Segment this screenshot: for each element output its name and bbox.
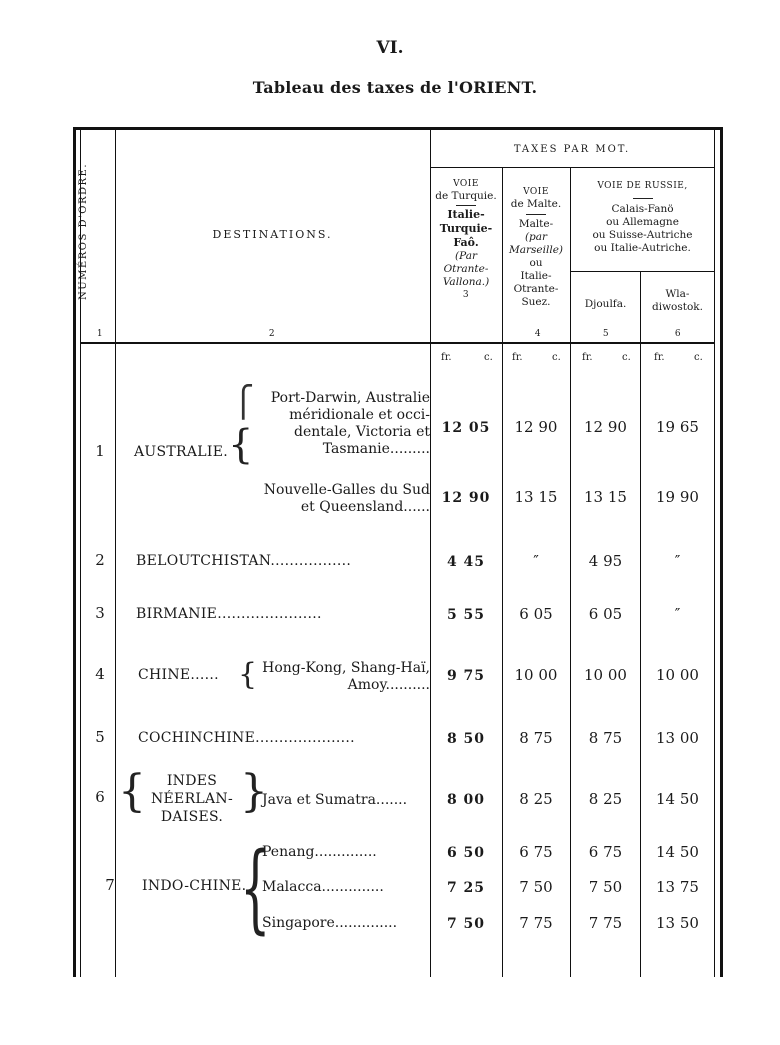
russie-voie: VOIE DE RUSSIE,: [597, 181, 688, 191]
row-number: 6: [95, 788, 105, 806]
turquie-num: 3: [462, 290, 470, 300]
destination: [136, 772, 248, 826]
header-numeros: NUMÉROS D'ORDRE.: [78, 163, 89, 300]
tax-wladiwostok: 13 50: [656, 914, 699, 932]
tax-turquie: 8 50: [446, 731, 486, 747]
header-col1-num: 1: [96, 329, 104, 339]
malte-line-7: Suez.: [521, 296, 551, 308]
unit-fr: fr.: [582, 352, 593, 363]
tax-turquie: 7 25: [446, 880, 486, 896]
tax-wladiwostok: 10 00: [656, 666, 699, 684]
tax-wladiwostok: 14 50: [656, 843, 699, 861]
tax-turquie: 9 75: [446, 668, 486, 684]
tax-malte: 10 00: [514, 666, 558, 684]
dest-line: INDES: [166, 773, 218, 789]
tax-djoulfa: 10 00: [584, 666, 627, 684]
tax-turquie: 5 55: [446, 607, 486, 623]
sub-destination: [250, 482, 430, 516]
malte-line-1: Malte-: [518, 218, 554, 230]
sub-line: Amoy..........: [347, 677, 430, 693]
unit-fr: fr.: [654, 352, 665, 363]
header-djoulfa-num: 5: [602, 329, 610, 339]
header-turquie: [432, 178, 500, 301]
turquie-bold-1: Italie-: [447, 208, 485, 221]
turquie-de: de Turquie.: [435, 190, 497, 202]
tax-djoulfa: 7 75: [588, 914, 623, 932]
tax-malte: 12 90: [514, 418, 558, 436]
turquie-bold-3: Faô.: [453, 236, 479, 249]
unit-c: c.: [484, 352, 493, 363]
header-malte-num: 4: [534, 329, 542, 339]
brace: {: [228, 422, 254, 468]
tax-wladiwostok: 19 90: [656, 488, 699, 506]
tax-turquie: 12 05: [441, 420, 491, 436]
sub-line: méridionale et occi-: [289, 407, 430, 423]
unit-c: c.: [552, 352, 561, 363]
tax-djoulfa: 8 75: [588, 729, 623, 747]
turquie-voie: VOIE: [453, 179, 479, 189]
row-number: 4: [95, 665, 105, 683]
brace: }: [240, 766, 268, 817]
unit-c: c.: [694, 352, 703, 363]
tax-malte: 6 75: [519, 843, 553, 861]
destination: BELOUTCHISTAN.................: [136, 553, 352, 569]
turquie-par-1: (Par: [455, 250, 477, 262]
tax-malte: 6 05: [519, 605, 553, 623]
russie-line-1: Calais-Fanö: [611, 203, 674, 215]
tax-turquie: 4 45: [446, 554, 486, 570]
destination: BIRMANIE......................: [136, 606, 322, 622]
header-malte: [503, 186, 569, 309]
tax-djoulfa: 13 15: [584, 488, 627, 506]
header-wladiwostok: [641, 288, 714, 314]
malte-voie: VOIE: [523, 187, 549, 197]
turquie-par-3: Vallona.): [442, 276, 490, 288]
tax-djoulfa: 4 95: [588, 552, 623, 570]
header-russie: [571, 180, 714, 255]
header-destinations: DESTINATIONS.: [212, 228, 333, 241]
tax-turquie: 6 50: [446, 845, 486, 861]
tax-djoulfa: 12 90: [584, 418, 627, 436]
row-number: 7: [105, 876, 115, 894]
russie-line-4: ou Italie-Autriche.: [594, 242, 691, 254]
tax-djoulfa: 6 05: [588, 605, 623, 623]
destination: CHINE......: [138, 667, 219, 683]
row-number: 3: [95, 604, 105, 622]
tax-turquie: 12 90: [441, 490, 491, 506]
tax-turquie: 7 50: [446, 916, 486, 932]
tax-malte: 13 15: [514, 488, 558, 506]
dest-line: DAISES.: [160, 809, 224, 825]
tax-malte: ″: [533, 552, 539, 570]
tax-djoulfa: 7 50: [588, 878, 623, 896]
header-taxes: TAXES PAR MOT.: [513, 144, 631, 155]
brace: ⎧: [232, 385, 255, 420]
malte-de: de Malte.: [510, 198, 562, 210]
sub-line: Hong-Kong, Shang-Haï,: [262, 660, 430, 676]
page-title: Tableau des taxes de l'ORIENT.: [252, 78, 538, 97]
header-wlad-num: 6: [674, 329, 682, 339]
malte-line-3: Marseille): [508, 244, 564, 256]
unit-c: c.: [622, 352, 631, 363]
sub-destination: Java et Sumatra.......: [262, 792, 408, 808]
sub-destination: [250, 390, 430, 458]
malte-line-4: ou: [529, 257, 543, 269]
sub-line: Tasmanie.........: [322, 441, 430, 457]
wlad-line-2: diwostok.: [651, 301, 704, 313]
row-number: 1: [95, 442, 105, 460]
tax-wladiwostok: 13 75: [656, 878, 699, 896]
destination: INDO-CHINE.: [142, 878, 247, 894]
sub-destination: Penang..............: [262, 844, 377, 860]
row-number: 2: [95, 551, 105, 569]
header-djoulfa: Djoulfa.: [584, 298, 627, 310]
unit-fr: fr.: [512, 352, 523, 363]
page-number: VI.: [376, 38, 404, 58]
wlad-line-1: Wla-: [665, 288, 690, 300]
turquie-bold-2: Turquie-: [439, 222, 493, 235]
tax-wladiwostok: 13 00: [656, 729, 699, 747]
destination: AUSTRALIE.: [134, 444, 228, 460]
row-number: 5: [95, 728, 105, 746]
malte-line-6: Otrante-: [513, 283, 559, 295]
tax-malte: 7 75: [519, 914, 553, 932]
sub-line: Nouvelle-Galles du Sud: [263, 482, 430, 498]
tax-wladiwostok: ″: [674, 552, 681, 570]
brace: {: [238, 657, 258, 692]
sub-line: dentale, Victoria et: [293, 424, 430, 440]
tax-malte: 8 75: [519, 729, 553, 747]
sub-line: Port-Darwin, Australie: [270, 390, 430, 406]
malte-line-2: (par: [524, 231, 548, 243]
brace: {: [118, 766, 146, 817]
tax-wladiwostok: ″: [674, 605, 681, 623]
russie-line-2: ou Allemagne: [606, 216, 679, 228]
tax-turquie: 8 00: [446, 792, 486, 808]
tax-malte: 7 50: [519, 878, 553, 896]
unit-fr: fr.: [441, 352, 452, 363]
russie-line-3: ou Suisse-Autriche: [592, 229, 693, 241]
tax-wladiwostok: 19 65: [656, 418, 699, 436]
tax-djoulfa: 8 25: [588, 790, 623, 808]
tax-wladiwostok: 14 50: [656, 790, 699, 808]
header-col2-num: 2: [268, 329, 276, 339]
malte-line-5: Italie-: [520, 270, 552, 282]
tax-djoulfa: 6 75: [588, 843, 623, 861]
brace: {: [240, 832, 271, 944]
turquie-par-2: Otrante-: [443, 263, 489, 275]
sub-destination: [250, 660, 430, 694]
sub-line: et Queensland......: [300, 499, 430, 515]
dest-line: NÉERLAN-: [150, 791, 234, 807]
sub-destination: Singapore..............: [262, 915, 398, 931]
sub-destination: Malacca..............: [262, 879, 384, 895]
tax-malte: 8 25: [519, 790, 553, 808]
destination: COCHINCHINE.....................: [138, 730, 355, 746]
